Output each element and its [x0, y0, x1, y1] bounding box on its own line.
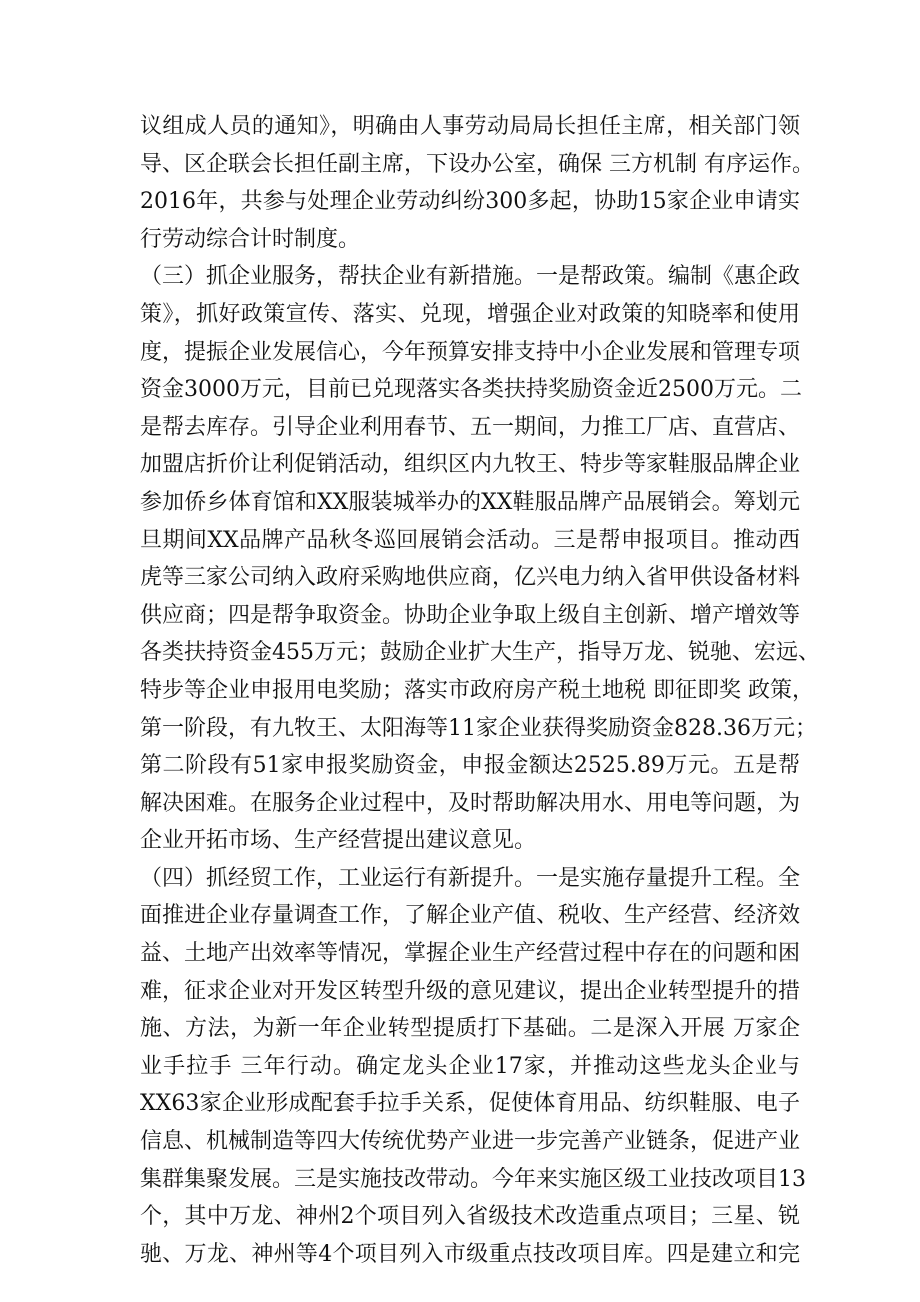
- text-line-7: 度，提振企业发展信心，今年预算安排支持中小企业发展和管理专项: [140, 339, 801, 365]
- text-line-15: 各类扶持资金455万元；鼓励企业扩大生产，指导万龙、锐驰、宏远、: [140, 640, 820, 666]
- text-line-16: 特步等企业申报用电奖励；落实市政府房产税土地税 即征即奖 政策，: [140, 677, 814, 703]
- text-line-9: 是帮去库存。引导企业利用春节、五一期间，力推工厂店、直营店、: [140, 414, 801, 440]
- text-line-23: 益、土地产出效率等情况，掌握企业生产经营过程中存在的问题和困: [140, 941, 801, 967]
- text-line-4: 行劳动综合计时制度。: [140, 226, 361, 252]
- text-line-13: 虎等三家公司纳入政府采购地供应商，亿兴电力纳入省甲供设备材料: [140, 565, 801, 591]
- text-line-31: 驰、万龙、神州等4个项目列入市级重点技改项目库。四是建立和完: [140, 1241, 800, 1267]
- text-line-1: 议组成人员的通知》，明确由人事劳动局局长担任主席，相关部门领: [140, 114, 800, 139]
- text-line-24: 难，征求企业对开发区转型升级的意见建议，提出企业转型提升的措: [140, 978, 801, 1004]
- text-line-11: 参加侨乡体育馆和XX服装城举办的XX鞋服品牌产品展销会。筹划元: [140, 489, 800, 515]
- text-line-19: 解决困难。在服务企业过程中，及时帮助解决用水、用电等问题，为: [140, 790, 801, 816]
- text-line-2: 导、区企联会长担任副主席，下设办公室，确保 三方机制 有序运作。: [140, 151, 814, 177]
- text-line-10: 加盟店折价让利促销活动，组织区内九牧王、特步等家鞋服品牌企业: [140, 452, 801, 478]
- text-line-12: 旦期间XX品牌产品秋冬巡回展销会活动。三是帮申报项目。推动西: [140, 527, 800, 553]
- text-line-30: 个，其中万龙、神州2个项目列入省级技术改造重点项目；三星、锐: [140, 1204, 800, 1230]
- text-line-17: 第一阶段，有九牧王、太阳海等11家企业获得奖励资金828.36万元；: [140, 715, 817, 741]
- text-line-14: 供应商；四是帮争取资金。协助企业争取上级自主创新、增产增效等: [140, 602, 801, 628]
- text-line-28: 信息、机械制造等四大传统优势产业进一步完善产业链条，促进产业: [140, 1129, 801, 1155]
- text-line-29: 集群集聚发展。三是实施技改带动。今年来实施区级工业技改项目13: [140, 1166, 806, 1192]
- text-line-25: 施、方法，为新一年企业转型提质打下基础。二是深入开展 万家企: [140, 1016, 800, 1042]
- text-line-26: 业手拉手 三年行动。确定龙头企业17家，并推动这些龙头企业与: [140, 1053, 800, 1079]
- text-line-20: 企业开拓市场、生产经营提出建议意见。: [140, 828, 537, 854]
- text-line-6: 策》，抓好政策宣传、落实、兑现，增强企业对政策的知晓率和使用: [140, 301, 800, 327]
- text-line-18: 第二阶段有51家申报奖励资金，申报金额达2525.89万元。五是帮: [140, 753, 800, 779]
- body-text: [140, 108, 820, 1273]
- text-line-5: （三）抓企业服务，帮扶企业有新措施。一是帮政策。编制《惠企政: [140, 264, 801, 290]
- text-line-21: （四）抓经贸工作，工业运行有新提升。一是实施存量提升工程。全: [140, 865, 801, 891]
- text-line-27: XX63家企业形成配套手拉手关系，促使体育用品、纺织鞋服、电子: [140, 1091, 800, 1117]
- text-line-22: 面推进企业存量调查工作，了解企业产值、税收、生产经营、经济效: [140, 903, 801, 929]
- text-line-3: 2016年，共参与处理企业劳动纠纷300多起，协助15家企业申请实: [140, 189, 800, 215]
- text-line-8: 资金3000万元，目前已兑现落实各类扶持奖励资金近2500万元。二: [140, 377, 802, 403]
